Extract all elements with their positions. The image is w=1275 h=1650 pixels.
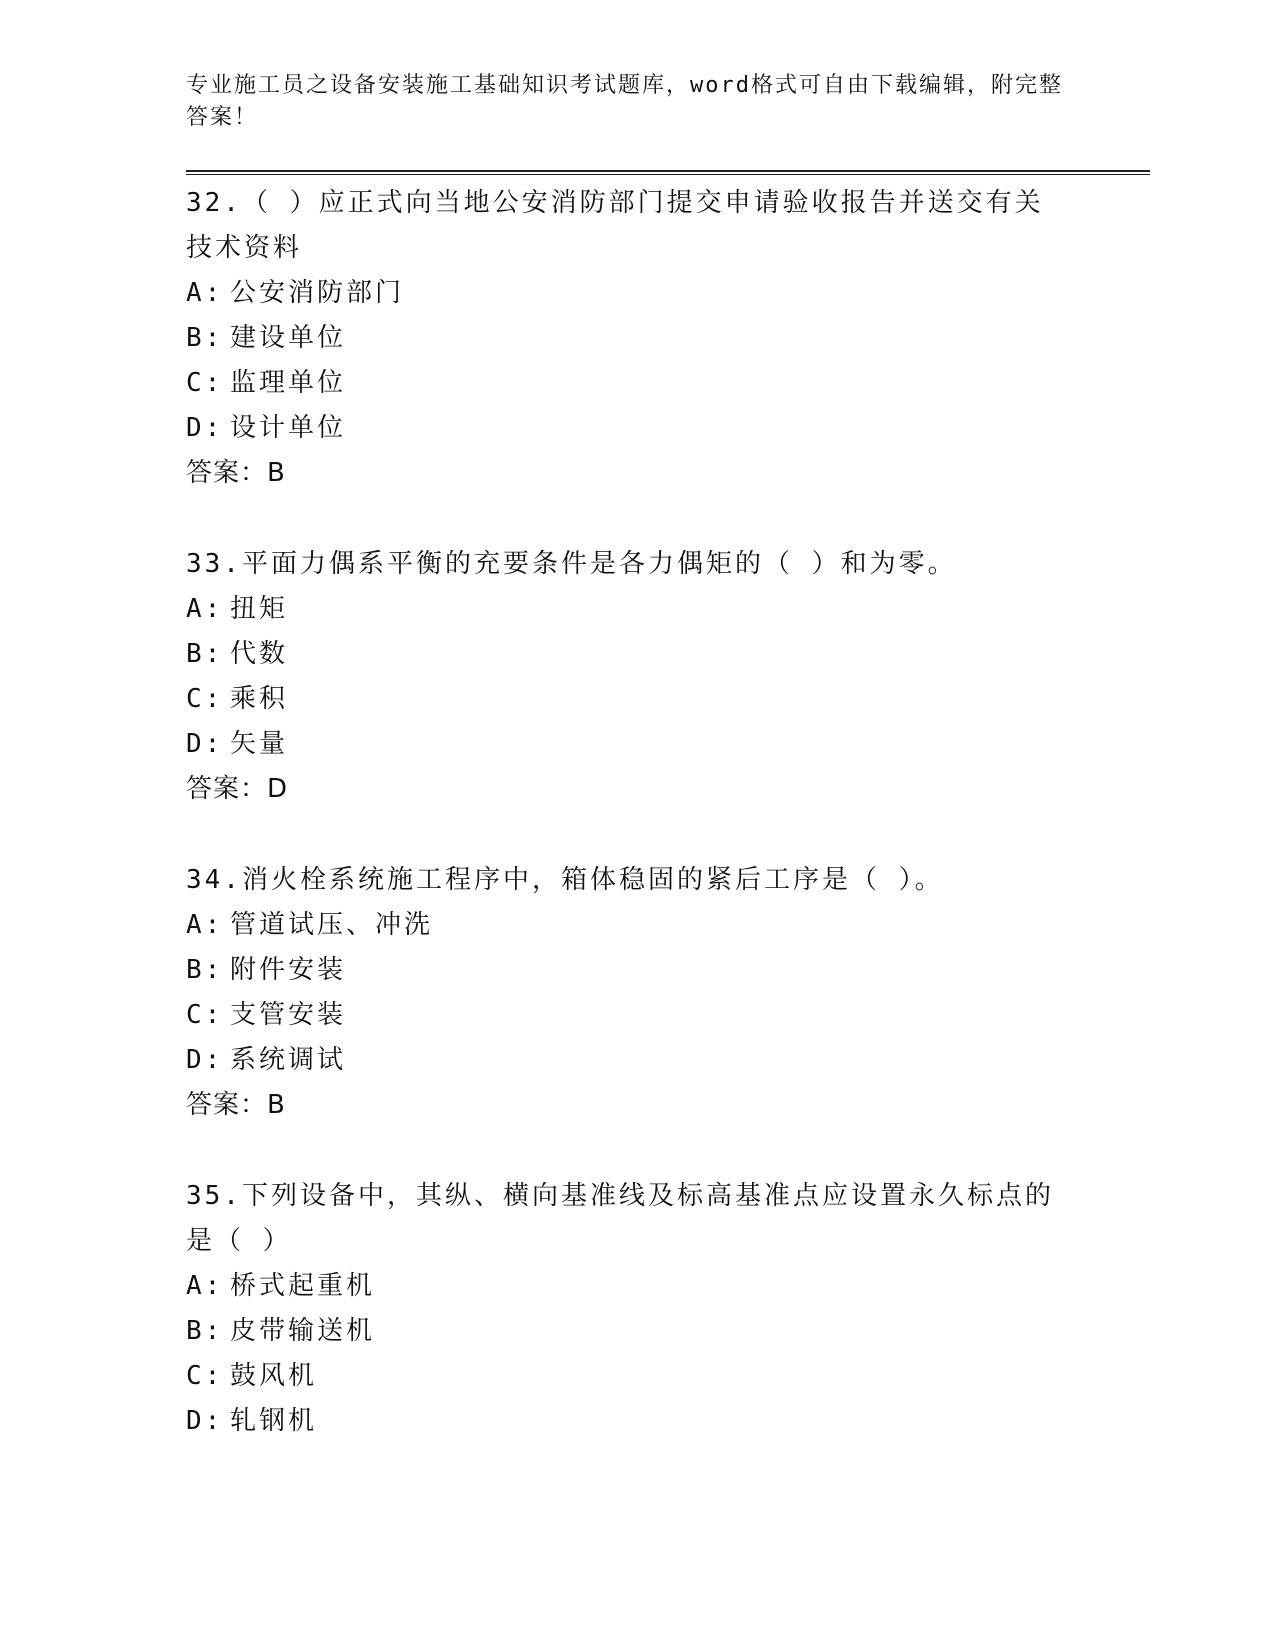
option-c: [186, 993, 1150, 1038]
option-b: [186, 948, 1150, 993]
option-letter: B:: [186, 323, 224, 353]
option-c: [186, 677, 1150, 722]
option-letter: D:: [186, 729, 224, 759]
answer-line: 答案：B: [186, 1090, 286, 1120]
document-page: [186, 70, 1150, 1490]
question-stem: 32.（ ）应正式向当地公安消防部门提交申请验收报告并送交有关技术资料: [186, 188, 1044, 263]
option-text: 支管安装: [230, 1000, 347, 1030]
option-text: 附件安装: [230, 955, 347, 985]
option-text: 建设单位: [230, 323, 347, 353]
option-text: 矢量: [230, 729, 289, 759]
option-b: [186, 632, 1150, 677]
option-letter: C:: [186, 368, 224, 398]
option-c: [186, 361, 1150, 406]
question-33: [186, 542, 1150, 812]
option-letter: D:: [186, 1406, 224, 1436]
option-letter: B:: [186, 1316, 224, 1346]
option-letter: A:: [186, 594, 224, 624]
option-text: 鼓风机: [230, 1361, 318, 1391]
option-d: [186, 1399, 1150, 1444]
option-letter: C:: [186, 1000, 224, 1030]
option-text: 轧钢机: [230, 1406, 318, 1436]
header-divider: [186, 170, 1150, 175]
answer-line: 答案：B: [186, 458, 286, 488]
option-b: [186, 1309, 1150, 1354]
option-a: [186, 903, 1150, 948]
option-a: [186, 587, 1150, 632]
question-stem: 33.平面力偶系平衡的充要条件是各力偶矩的（ ）和为零。: [186, 549, 957, 579]
option-letter: D:: [186, 1045, 224, 1075]
option-text: 系统调试: [230, 1045, 347, 1075]
option-a: [186, 1264, 1150, 1309]
question-stem: 34.消火栓系统施工程序中，箱体稳固的紧后工序是（ ）。: [186, 865, 944, 895]
option-text: 桥式起重机: [230, 1271, 376, 1301]
question-32: [186, 181, 1150, 496]
option-letter: B:: [186, 639, 224, 669]
answer-line: 答案：D: [186, 774, 289, 804]
option-text: 管道试压、冲洗: [230, 910, 434, 940]
question-stem: 35.下列设备中，其纵、横向基准线及标高基准点应设置永久标点的是（ ）: [186, 1181, 1054, 1256]
option-d: [186, 1038, 1150, 1083]
option-d: [186, 406, 1150, 451]
option-text: 代数: [230, 639, 289, 669]
option-text: 公安消防部门: [230, 278, 405, 308]
option-letter: A:: [186, 910, 224, 940]
question-34: [186, 858, 1150, 1128]
option-letter: C:: [186, 684, 224, 714]
option-a: [186, 271, 1150, 316]
document-header: 专业施工员之设备安装施工基础知识考试题库，word格式可自由下载编辑，附完整答案！: [186, 73, 1063, 130]
option-text: 扭矩: [230, 594, 289, 624]
option-d: [186, 722, 1150, 767]
option-letter: D:: [186, 413, 224, 443]
option-letter: C:: [186, 1361, 224, 1391]
option-letter: A:: [186, 1271, 224, 1301]
option-letter: B:: [186, 955, 224, 985]
option-text: 乘积: [230, 684, 289, 714]
option-c: [186, 1354, 1150, 1399]
option-text: 皮带输送机: [230, 1316, 376, 1346]
question-35: [186, 1174, 1150, 1444]
option-text: 设计单位: [230, 413, 347, 443]
option-text: 监理单位: [230, 368, 347, 398]
option-b: [186, 316, 1150, 361]
option-letter: A:: [186, 278, 224, 308]
question-list: [186, 181, 1150, 1444]
